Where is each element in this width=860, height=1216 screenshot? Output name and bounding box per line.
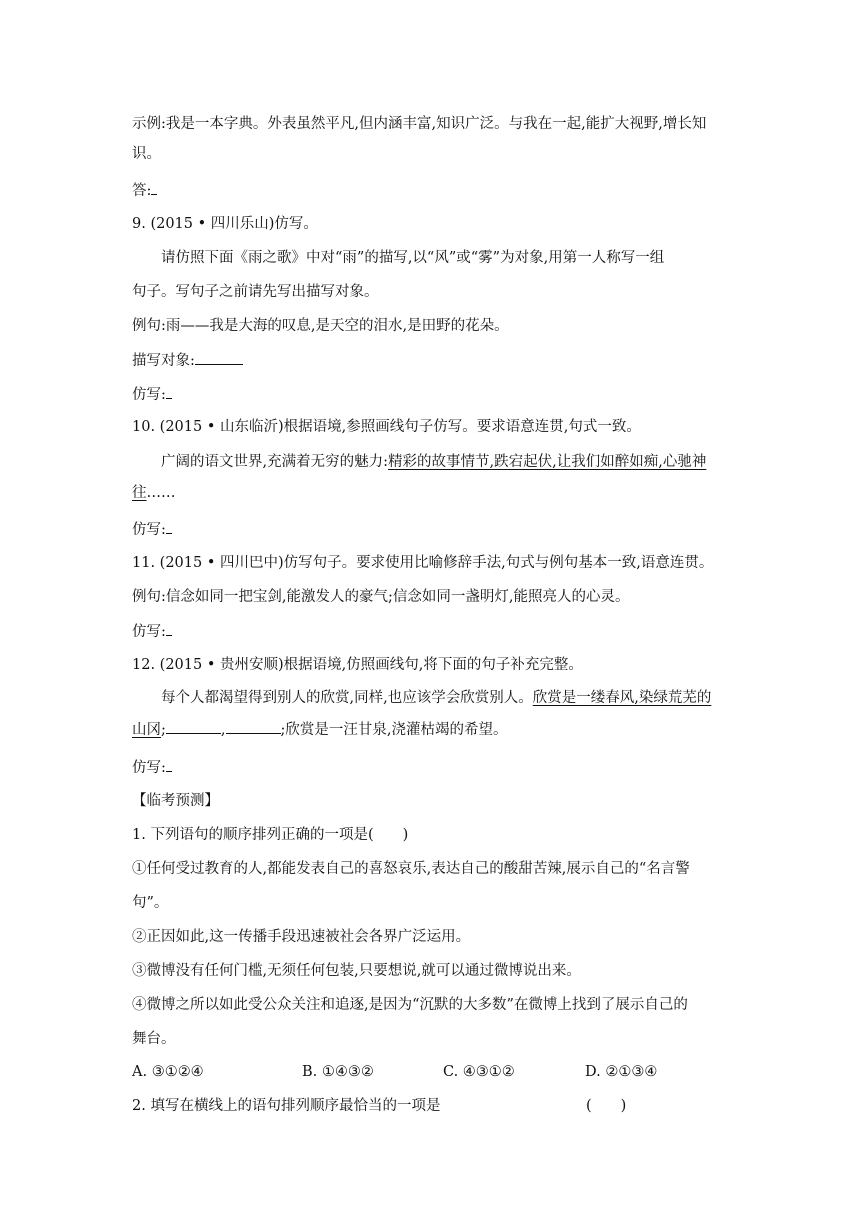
q9-example: 例句:雨——我是大海的叹息,是天空的泪水,是田野的花朵。 [132,318,509,334]
q10-context-line-2 [132,483,176,503]
p1-sentence-4-line-2: 舞台。 [132,1031,176,1047]
q9-imitate-blank[interactable] [166,384,172,399]
answer-label: 答: [132,183,152,199]
q11-title: 11. (2015 • 四川巴中)仿写句子。要求使用比喻修辞手法,句式与例句基本一致,语意连贯。 [132,555,714,571]
p1-sentence-4-line-1: ④微博之所以如此受公众关注和追逐,是因为“沉默的大多数”在微博上找到了展示自己的 [132,997,688,1013]
p1-sentence-2: ②正因如此,这一传播手段迅速被社会各界广泛运用。 [132,929,471,945]
p1-option-d[interactable]: D. ②①③④ [585,1064,658,1080]
q10-context-line-1 [161,452,706,472]
p1-option-c[interactable]: C. ④③①② [443,1064,515,1080]
q11-example: 例句:信念如同一把宝剑,能激发人的豪气;信念如同一盏明灯,能照亮人的心灵。 [132,589,630,605]
p1-option-b[interactable]: B. ①④③② [302,1064,374,1080]
q10-context-plain: 广阔的语文世界,充满着无穷的魅力: [161,454,388,470]
q12-blank-2[interactable] [226,719,281,734]
p2-title: 2. 填写在横线上的语句排列顺序最恰当的一项是 [132,1098,441,1114]
q11-imitate-label: 仿写: [132,624,166,640]
q9-object-blank[interactable] [195,350,243,365]
p1-sentence-3: ③微博没有任何门槛,无须任何包装,只要想说,就可以通过微博说出来。 [132,963,581,979]
answer-line [132,180,157,201]
p1-option-a[interactable]: A. ③①②④ [132,1064,204,1080]
p1-sentence-1-line-2: 句”。 [132,895,169,911]
q12-separator-2: , [220,722,226,738]
q9-prompt-line-2: 句子。写句子之前请先写出描写对象。 [132,284,379,300]
q10-imitate-blank[interactable] [166,519,172,534]
q12-title: 12. (2015 • 贵州安顺)根据语境,仿照画线句,将下面的句子补充完整。 [132,657,583,673]
p1-title: 1. 下列语句的顺序排列正确的一项是( ) [132,827,409,843]
section-title: 【临考预测】 [132,793,219,809]
q12-underlined-end: 山冈 [132,722,161,738]
q9-prompt-line-1: 请仿照下面《雨之歌》中对“雨”的描写,以“风”或“雾”为对象,用第一人称写一组 [161,250,665,266]
q12-context-line-1 [161,688,711,708]
q9-imitate-label: 仿写: [132,387,166,403]
q12-separator-1: ; [161,722,166,738]
q10-imitate-label: 仿写: [132,522,166,538]
q12-context-plain: 每个人都渴望得到别人的欣赏,同样,也应该学会欣赏别人。 [161,690,533,706]
q10-ellipsis: …… [146,485,176,501]
q9-object-label: 描写对象: [132,353,195,369]
answer-blank[interactable] [151,180,157,195]
q12-imitate-blank[interactable] [166,757,172,772]
q9-imitate-line [132,384,172,405]
q12-blank-1[interactable] [166,719,221,734]
p2-answer-bracket[interactable]: ( ) [586,1098,627,1114]
q9-title: 9. (2015 • 四川乐山)仿写。 [132,216,318,232]
example-text-line-2: 识。 [132,146,161,162]
q10-underlined-end: 往 [132,485,147,501]
q10-title: 10. (2015 • 山东临沂)根据语境,参照画线句子仿写。要求语意连贯,句式一致。 [132,419,641,435]
q12-context-rest: ;欣赏是一汪甘泉,浇灌枯竭的希望。 [280,722,508,738]
q12-underlined-sentence: 欣赏是一缕春风,染绿荒芜的 [532,690,712,706]
q11-imitate-line [132,621,172,642]
q9-object-line [132,350,243,371]
q11-imitate-blank[interactable] [166,621,172,636]
q12-imitate-line [132,757,172,778]
q12-context-line-2 [132,719,508,740]
example-text-line-1: 示例:我是一本字典。外表虽然平凡,但内涵丰富,知识广泛。与我在一起,能扩大视野,增长知 [132,116,707,132]
q10-underlined-sentence: 精彩的故事情节,跌宕起伏,让我们如醉如痴,心驰神 [388,454,707,470]
p1-sentence-1-line-1: ①任何受过教育的人,都能发表自己的喜怒哀乐,表达自己的酸甜苦辣,展示自己的“名言警 [132,861,690,877]
q10-imitate-line [132,519,172,540]
q12-imitate-label: 仿写: [132,760,166,776]
